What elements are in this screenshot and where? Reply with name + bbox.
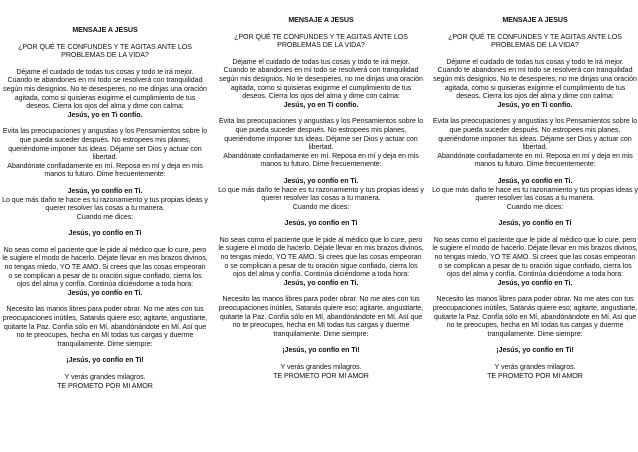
paragraph-intro: Déjame el cuidado de todas tus cosas y todo te irá mejor.: [16, 67, 194, 76]
refrain: Jesús, yo confío en Ti: [68, 229, 142, 238]
refrain: Jesús, yo en Ti confío.: [497, 100, 573, 109]
paragraph-patient: No seas como el paciente que le pide al médico que lo cure, pero le sugiere el modo de hacerlo. Déjate llevar en mis brazos divinos, no tengas miedo, YO TE AMO. Si crees que las cosas empeoran o se complican a pesar de tu oración sigue confiado, cierra los ojos del alma y confía. Continúa diciéndome a toda hora:: [218, 235, 424, 279]
refrain: Jesús, yo confío en Ti.: [283, 278, 359, 287]
message-title: MENSAJE A JESUS: [502, 16, 568, 24]
refrain: Jesús, yo en Ti confío.: [283, 100, 359, 109]
paragraph-intro: Déjame el cuidado de todas tus cosas y todo te irá mejor.: [446, 57, 624, 66]
message-column-1: [2, 26, 208, 390]
refrain-final: ¡Jesús, yo confío en Ti!: [496, 346, 574, 355]
paragraph-rest: Abandónate confiadamente en mí. Reposa en mí y deja en mis manos tu futuro. Dime frecuentemente:: [223, 151, 419, 169]
paragraph-reasoning: Lo que más daño te hace es tu razonamiento y tus propias ideas y querer resolver las cosas a tu manera.: [432, 185, 638, 203]
refrain: Jesús, yo confío en Ti.: [67, 288, 143, 297]
message-question: ¿POR QUÉ TE CONFUNDES Y TE AGITAS ANTE LOS PROBLEMAS DE LA VIDA?: [234, 32, 408, 50]
paragraph-worries: Evita las preocupaciones y angustias y los Pensamientos sobre lo que pueda suceder después. No estropees mis planes, queriéndome imponer tus ideas. Déjame ser Dios y actuar con libertad.: [432, 117, 638, 152]
refrain: Jesús, yo en Ti confío.: [67, 110, 143, 119]
miracles-line: Y verás grandes milagros.: [494, 363, 576, 371]
paragraph-reasoning: Lo que más daño te hace es tu razonamiento y tus propias ideas y querer resolver las cosas a tu manera.: [218, 185, 424, 203]
refrain: Jesús, yo confío en Ti: [284, 219, 358, 228]
paragraph-patient: No seas como el paciente que le pide al médico que lo cure, pero le sugiere el modo de hacerlo. Déjate llevar en mis brazos divinos, no tengas miedo, YO TE AMO. Si crees que las cosas empeoran o se complican a pesar de tu oración sigue confiado, cierra los ojos del alma y confía. Continúa diciéndome a toda hora:: [2, 245, 208, 289]
message-title: MENSAJE A JESUS: [288, 16, 354, 24]
message-column-3: [432, 16, 638, 380]
paragraph-abandon: Cuando te abandones en mí todo se resolverá con tranquilidad según mis designios. No te desesperes, no me dirijas una oración agitada, como si quisieras exigirme el cumplimiento de tus deseos. Cierra los ojos del alma y dime con calma:: [219, 66, 423, 101]
paragraph-abandon: Cuando te abandones en mí todo se resolverá con tranquilidad según mis designios. No te desesperes, no me dirijas una oración agitada, como si quisieras exigirme el cumplimiento de tus deseos. Cierra los ojos del alma y dime con calma:: [3, 76, 207, 111]
message-column-2: [218, 16, 424, 380]
miracles-line: Y verás grandes milagros.: [280, 363, 362, 371]
refrain: Jesús, yo confío en Ti.: [67, 186, 143, 195]
refrain-final: ¡Jesús, yo confío en Ti!: [66, 356, 144, 365]
message-question: ¿POR QUÉ TE CONFUNDES Y TE AGITAS ANTE LOS PROBLEMAS DE LA VIDA?: [448, 32, 622, 50]
paragraph-worries: Evita las preocupaciones y angustias y los Pensamientos sobre lo que pueda suceder después. No estropees mis planes, queriéndome imponer tus ideas. Déjame ser Dios y actuar con libertad.: [218, 117, 424, 152]
promise-line: TE PROMETO POR MI AMOR: [57, 381, 153, 390]
promise-line: TE PROMETO POR MI AMOR: [273, 371, 369, 380]
refrain: Jesús, yo confío en Ti.: [497, 176, 573, 185]
paragraph-rest: Abandónate confiadamente en mí. Reposa en mí y deja en mis manos tu futuro. Dime frecuentemente:: [7, 161, 203, 179]
paragraph-free-hands: Necesito las manos libres para poder obrar. No me ates con tus preocupaciones inútiles, Satanás quiere eso; agitarte, angustiarte, quitarte la Paz. Confía sólo en Mí, abandónándote en Mí. Así que no te preocupes, hecha en Mí todas tus cargas y duerme tranquilamente. Dime siempre:: [218, 295, 424, 338]
message-title: MENSAJE A JESUS: [72, 26, 138, 34]
paragraph-free-hands: Necesito las manos libres para poder obrar. No me ates con tus preocupaciones inútiles, Satanás quiere eso; agitarte, angustiarte, quitarte la Paz. Confía sólo en Mí, abandónándote en Mí. Así que no te preocupes, hecha en Mí todas tus cargas y duerme tranquilamente. Dime siempre:: [432, 295, 638, 338]
refrain-final: ¡Jesús, yo confío en Ti!: [282, 346, 360, 355]
paragraph-intro: Déjame el cuidado de todas tus cosas y todo te irá mejor.: [232, 57, 410, 66]
miracles-line: Y verás grandes milagros.: [64, 373, 146, 381]
promise-line: TE PROMETO POR MI AMOR: [487, 371, 583, 380]
paragraph-when-you-say: Cuando me dices:: [506, 202, 564, 211]
refrain: Jesús, yo confío en Ti.: [497, 278, 573, 287]
message-question: ¿POR QUÉ TE CONFUNDES Y TE AGITAS ANTE LOS PROBLEMAS DE LA VIDA?: [18, 42, 192, 60]
paragraph-when-you-say: Cuando me dices:: [76, 212, 134, 221]
refrain: Jesús, yo confío en Ti: [498, 219, 572, 228]
paragraph-patient: No seas como el paciente que le pide al médico que lo cure, pero le sugiere el modo de hacerlo. Déjate llevar en mis brazos divinos, no tengas miedo, YO TE AMO. Si crees que las cosas empeoran o se complican a pesar de tu oración sigue confiado, cierra los ojos del alma y confía. Continúa diciéndome a toda hora:: [432, 235, 638, 279]
paragraph-free-hands: Necesito las manos libres para poder obrar. No me ates con tus preocupaciones inútiles, Satanás quiere eso; agitarte, angustiarte, quitarte la Paz. Confía sólo en Mí, abandónándote en Mí. Así que no te preocupes, hecha en Mí todas tus cargas y duerme tranquilamente. Dime siempre:: [2, 305, 208, 348]
paragraph-reasoning: Lo que más daño te hace es tu razonamiento y tus propias ideas y querer resolver las cosas a tu manera.: [2, 195, 208, 213]
paragraph-when-you-say: Cuando me dices:: [292, 202, 350, 211]
paragraph-abandon: Cuando te abandones en mí todo se resolverá con tranquilidad según mis designios. No te desesperes, no me dirijas una oración agitada, como si quisieras exigirme el cumplimiento de tus deseos. Cierra los ojos del alma y dime con calma:: [433, 66, 637, 101]
paragraph-rest: Abandónate confiadamente en mí. Reposa en mí y deja en mis manos tu futuro. Dime frecuentemente:: [437, 151, 633, 169]
paragraph-worries: Evita las preocupaciones y angustias y los Pensamientos sobre lo que pueda suceder después. No estropees mis planes, queriéndome imponer tus ideas. Déjame ser Dios y actuar con libertad.: [2, 127, 208, 162]
refrain: Jesús, yo confío en Ti.: [283, 176, 359, 185]
